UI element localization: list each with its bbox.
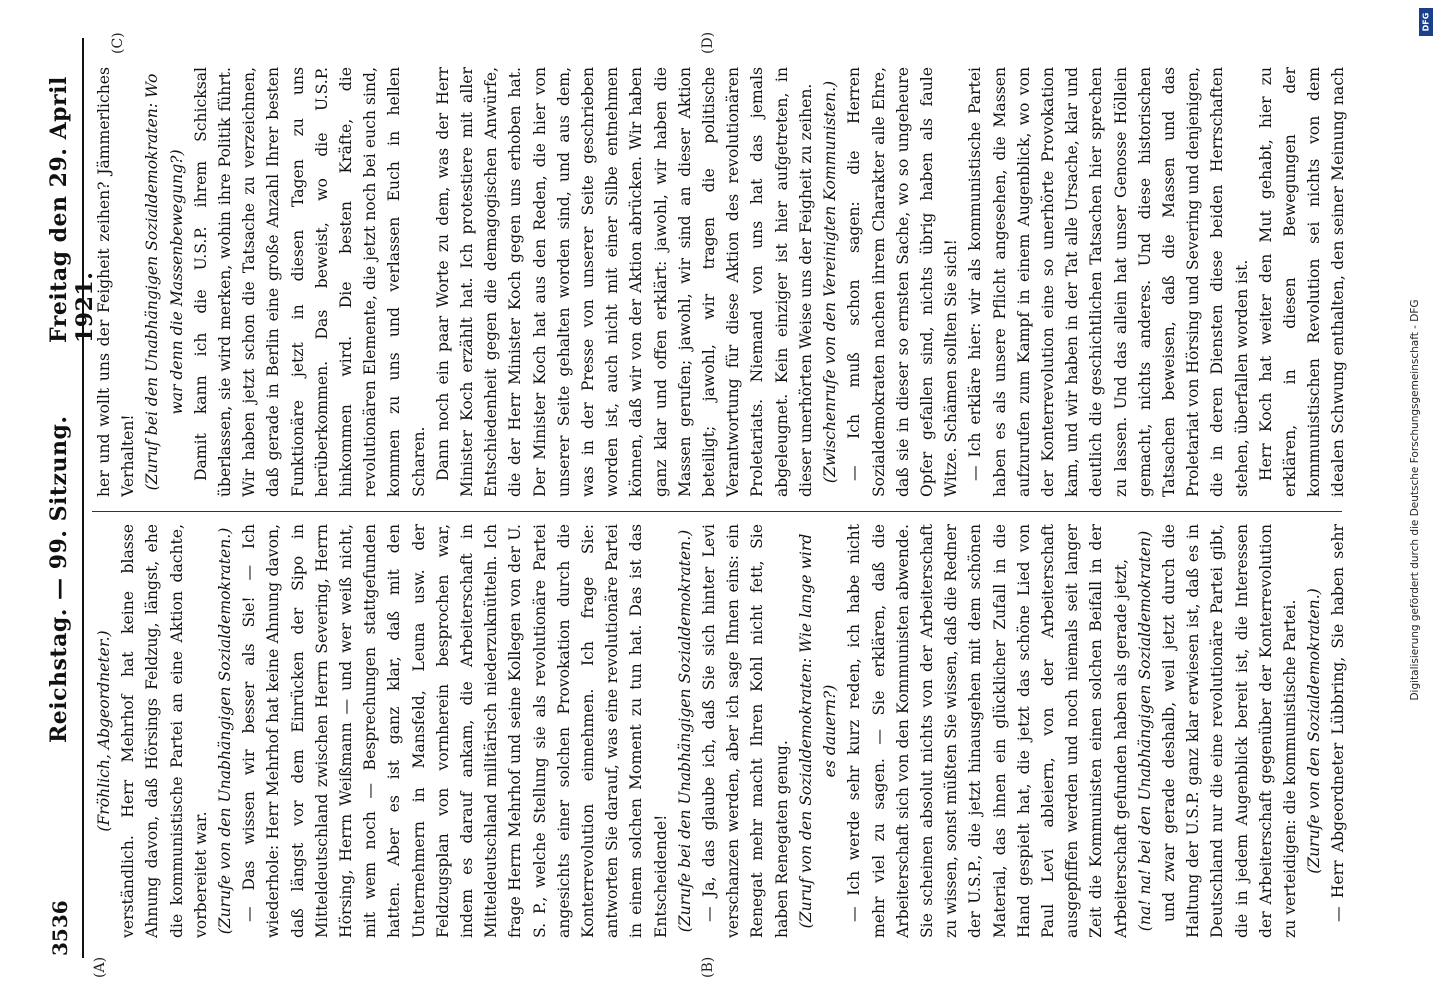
page-header <box>40 38 98 958</box>
interjection: (Zwischenrufe von den Vereinigten Kommunisten.) <box>821 80 840 484</box>
paragraph: — Das wissen wir besser als Sie! — Ich wiederhole: Herr Mehrhof hat keine Ahnung davon, daß längst vor dem Einrücken der Sipo in Mitteldeutschland zwischen Herrn Severing, Herrn Hörsing, Herrn Weißmann — und wer weiß nicht, mit wem noch — Besprechungen stattgefunden hatten. Aber es ist ganz klar, daß mit den Unternehmern in Mansfeld, Leuna usw. der Feldzugsplan von vornherein besprochen war, indem es darauf ankam, die Arbeiterschaft in Mitteldeutschland militärisch niederzuknütteln. Ich frage Herrn Mehrhof und seine Kollegen von der U. S. P., welche Stellung sie als revolutionäre Partei angesichts einer solchen Provokation durch die Konterrevolution einnehmen. Ich frage Sie: antworten Sie darauf, was eine revolutionäre Partei in einem solchen Moment zu tun hat. Das ist das Entscheidende! <box>240 524 670 938</box>
interjection: (Zurufe bei den Unabhängigen Sozialdemokraten.) <box>675 529 694 933</box>
paragraph: — Ja, das glaube ich, daß Sie sich hinter Levi verschanzen werden, aber ich sage Ihnen eins: ein Renegat mehr macht Ihren Kohl nicht fett, Sie haben Renegaten genug. <box>700 524 791 938</box>
page-number: 3536 <box>48 900 72 956</box>
margin-mark-b: (B) <box>700 956 716 978</box>
dfg-logo-text: DFG <box>1421 12 1431 32</box>
dfg-logo <box>1419 8 1433 36</box>
interjection: (Zuruf bei den Unabhängigen Sozialdemokraten: Wo war denn die Massenbewegung?) <box>143 73 186 491</box>
margin-mark-d: (D) <box>700 31 716 54</box>
margin-mark-a: (A) <box>92 956 108 978</box>
paragraph: Herr Koch hat weiter den Mut gehabt, hier zu erklären, in diesen Bewegungen der kommunistischen Revolution sei nichts von dem idealen Schwung enthalten, den seiner Meinung nach <box>1256 67 1348 497</box>
paragraph: Damit kann ich die U.S.P. ihrem Schicksal überlassen, sie wird merken, wohin ihre Politik führt. Wir haben jetzt schon die Tatsache zu verzeichnen, daß gerade in Berlin eine große Anzahl Ihrer besten Funktionäre jetzt in diesen Tagen zu uns herüberkommen. Das beweist, wo die U.S.P. hinkommen wird. Die besten Kräfte, die revolutionären Elemente, die jetzt noch bei euch sind, kommen zu uns und verlassen Euch in hellen Scharen. <box>191 67 428 497</box>
digitization-credit <box>1403 6 1427 994</box>
text-column-right <box>92 67 1352 497</box>
paragraph: Dann noch ein paar Worte zu dem, was der Herr Minister Koch erzählt hat. Ich protestiere mit aller Entschiedenheit gegen die demagogischen Anwürfe, die der Herr Minister Koch gegen uns erhoben hat. Der Minister Koch hat aus den Reden, die hier von unserer Seite gehalten worden sind, und aus dem, was in der Presse von unserer Seite geschrieben worden ist, auch nicht mit einer Silbe entnehmen können, daß wir von der Aktion abrücken. Wir haben ganz klar und offen erklärt: jawohl, wir haben die Massen gerufen; jawohl, wir sind an dieser Aktion beteiligt; jawohl, wir tragen die politische Verantwortung für diese Aktion des revolutionären Proletariats. Niemand von uns hat das jemals abgeleugnet. Kein einziger ist hier aufgetreten, in dieser unerhörten Weise uns der Feigheit zu zeihen. <box>433 67 815 497</box>
paragraph: (Fröhlich, Abgeordneter.) <box>95 630 113 832</box>
margin-mark-c: (C) <box>110 32 126 54</box>
interjection: (Zurufe von den Sozialdemokraten.) <box>1305 588 1324 874</box>
interjection: (na! na! bei den Unabhängigen Sozialdemokraten) <box>1135 530 1154 932</box>
interjection: (Zuruf von den Sozialdemokraten: Wie lange wird es dauern?) <box>796 533 840 929</box>
paragraph: — Ich erkläre hier: wir als kommunistische Partei haben es als unsere Pflicht angesehen, die Massen aufzurufen zum Kampf in einem Augenblick, wo von der Konterrevolution eine so unerhörte Provokation kam, und wir haben in der Tat alle Ursache, klar und deutlich die geschichtlichen Tatsachen hier sprechen zu lassen. Und das allein hat unser Genosse Höllein gemacht, nichts anderes. Und diese historischen Tatsachen beweisen, daß die Massen und das Proletariat von Hörsing und Severing und denjenigen, die in deren Diensten diese beiden Herrschaften stehen, überfallen worden ist. <box>966 67 1251 497</box>
column-divider <box>92 511 1342 512</box>
paragraph: verständlich. Herr Mehrhof hat keine blasse Ahnung davon, daß Hörsings Feldzug, längst, ehe die kommunistische Partei an eine Aktion dachte, vorbereitet war. <box>119 524 210 938</box>
session-title: Reichstag. — 99. Sitzung. <box>46 415 72 743</box>
interjection: (Zurufe von den Unabhängigen Sozialdemokraten.) <box>216 527 235 935</box>
text-column-left <box>92 524 1352 938</box>
paragraph: — Ich werde sehr kurz reden, ich habe nicht mehr viel zu sagen. — Sie erklären, daß die Arbeiterschaft sich von den Kommunisten abwende. Sie scheinen absolut nichts von der Arbeiterschaft zu wissen, sonst müßten Sie wissen, daß die Redner der U.S.P., die jetzt hinausgehen mit dem schönen Material, das ihnen ein glücklicher Zufall in die Hand gespielt hat, die jetzt das schöne Lied von Paul Levi ableiern, von der Arbeiterschaft ausgepfiffen werden und noch niemals seit langer Zeit die Kommunisten einen solchen Beifall in der Arbeiterschaft gefunden haben als gerade jetzt, <box>845 524 1130 938</box>
date-title: Freitag den 29. April 1921. <box>46 76 98 343</box>
paragraph: — Ich muß schon sagen: die Herren Sozialdemokraten nachen ihrem Charakter alle Ehre, daß sie in dieser so ernsten Sache, wo so ungeheure Opfer gefallen sind, nichts übrig haben als faule Witze. Schämen sollten Sie sich! <box>845 67 961 497</box>
paragraph: her und wollt uns der Feigheit zeihen? Jämmerliches Verhalten! <box>95 67 138 497</box>
paragraph: und zwar gerade deshalb, weil jetzt durch die Haltung der U.S.P. ganz klar erwiesen ist, daß es in Deutschland nur die eine revolutionäre Partei gibt, die in jedem Augenblick bereit ist, die Interessen der Arbeiterschaft gegenüber der Konterrevolution zu verteidigen: die kommunistische Partei. <box>1159 524 1299 938</box>
credit-text: Digitalisierung gefördert durch die Deutsche Forschungsgemeinschaft - DFG <box>1409 299 1421 701</box>
paragraph: — Herr Abgeordneter Lübbring, Sie haben sehr <box>1329 524 1348 922</box>
